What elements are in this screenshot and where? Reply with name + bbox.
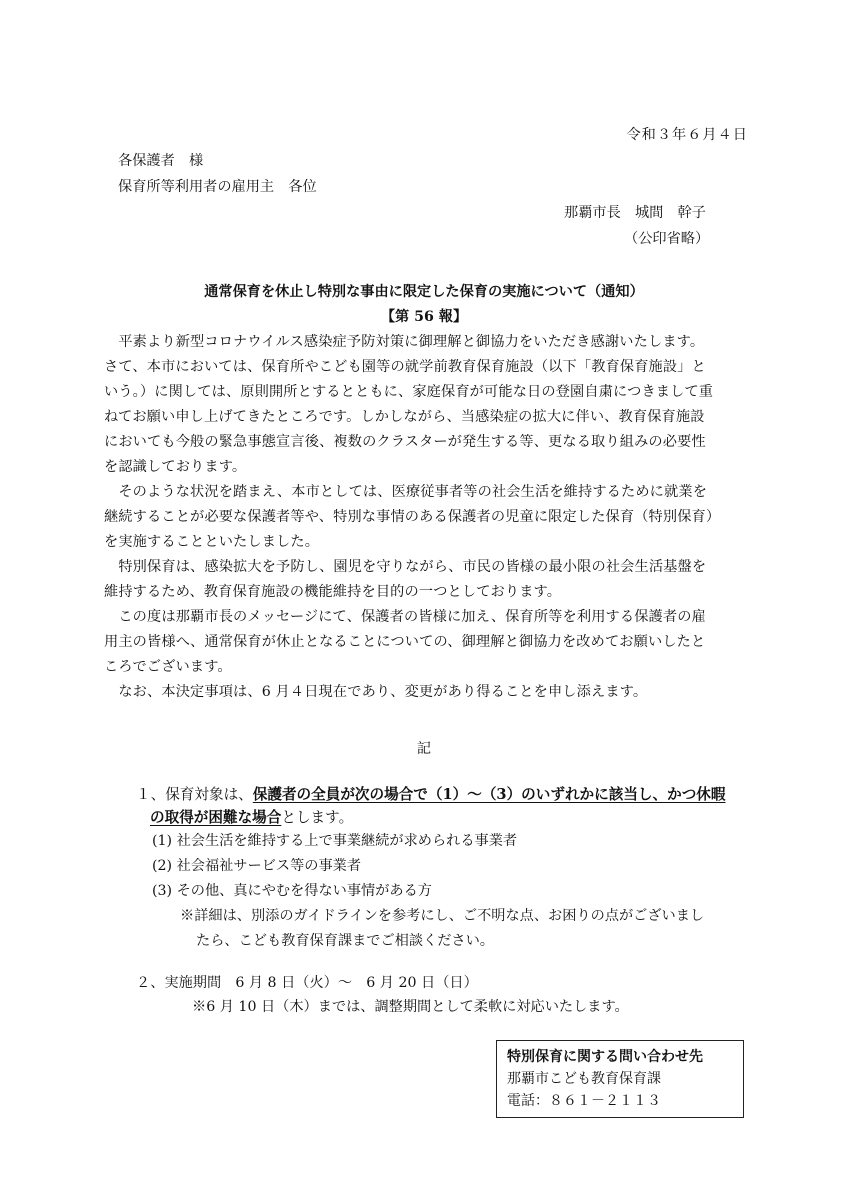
body-line: を実施することといたしました。 (104, 534, 320, 550)
body-line: 用主の皆様へ、通常保育が休止となることについての、御理解と御協力を改めてお願いしたと (104, 634, 706, 650)
contact-box (496, 1040, 744, 1118)
body-line: この度は那覇市長のメッセージにて、保護者の皆様に加え、保育所等を利用する保護者の雇 (104, 609, 706, 625)
body-line: 特別保育は、感染拡大を予防し、園児を守りながら、市民の皆様の最小限の社会生活基盤を (104, 559, 707, 575)
document-title: 通常保育を休止し特別な事由に限定した保育の実施について（通知） (204, 284, 644, 300)
condition-item: (1) 社会生活を維持する上で事業継続が求められる事業者 (152, 833, 518, 849)
item1-prefix: １、保育対象は、 (136, 786, 253, 803)
seal-omitted-note: （公印省略） (624, 231, 710, 247)
condition-item: (3) その他、真にやむを得ない事情がある方 (152, 883, 432, 899)
body-line: ころでございます。 (104, 659, 232, 675)
body-line: 継続することが必要な保護者等や、特別な事情のある保護者の児童に限定した保育（特別保育） (104, 509, 721, 525)
adjustment-period-note: ※6 月 10 日（木）までは、調整期間として柔軟に対応いたします。 (192, 999, 629, 1015)
guideline-note-2: たら、こども教育保育課までご相談ください。 (196, 933, 494, 949)
condition-item: (2) 社会福祉サービス等の事業者 (152, 858, 362, 874)
implementation-period: ２、実施期間 6 月 8 日（火）～ 6 月 20 日（日） (136, 975, 478, 991)
body-line: を認識しております。 (104, 459, 247, 475)
body-line: なお、本決定事項は、6 月４日現在であり、変更があり得ることを申し添えます。 (104, 684, 648, 700)
item1-suffix: とします。 (281, 809, 354, 826)
body-line: いう。）に関しては、原則開所とするとともに、家庭保育が可能な日の登園自粛につきまして重 (104, 384, 714, 400)
body-line: ねてお願い申し上げてきたところです。しかしながら、当感染症の拡大に伴い、教育保育施設 (104, 409, 705, 425)
contact-department: 那覇市こども教育保育課 (507, 1071, 661, 1087)
body-line: さて、本市においては、保育所やこども園等の就学前教育保育施設（以下「教育保育施設」と (104, 359, 706, 375)
issue-number: 【第 56 報】 (380, 309, 468, 325)
body-line: においても今般の緊急事態宣言後、複数のクラスターが発生する等、更なる取り組みの必要性 (104, 434, 706, 450)
contact-title: 特別保育に関する問い合わせ先 (507, 1049, 703, 1065)
body-line: 平素より新型コロナウイルス感染症予防対策に御理解と御協力をいただき感謝いたします。 (104, 334, 705, 350)
contact-phone: 電話：８６１－２１１３ (507, 1093, 661, 1109)
guideline-note-1: ※詳細は、別添のガイドラインを参考にし、ご不明な点、お困りの点がございまし (180, 908, 705, 924)
recipient-guardians: 各保護者 様 (118, 153, 204, 169)
item1-emphasis-1: 保護者の全員が次の場合で（1）～（3）のいずれかに該当し、かつ休暇 (252, 786, 726, 803)
body-line: 維持するため、教育保育施設の機能維持を目的の一つとしております。 (104, 584, 562, 600)
item1-line1 (136, 783, 725, 804)
item1-line2 (150, 806, 353, 827)
document-date: 令和３年６月４日 (626, 127, 748, 143)
item1-emphasis-2: の取得が困難な場合 (150, 809, 282, 826)
sender-name: 那覇市長 城間 幹子 (564, 205, 706, 221)
body-line: そのような状況を踏まえ、本市としては、医療従事者等の社会生活を維持するために就業を (104, 484, 708, 500)
recipient-employers: 保育所等利用者の雇用主 各位 (118, 179, 317, 195)
record-heading: 記 (416, 741, 432, 757)
